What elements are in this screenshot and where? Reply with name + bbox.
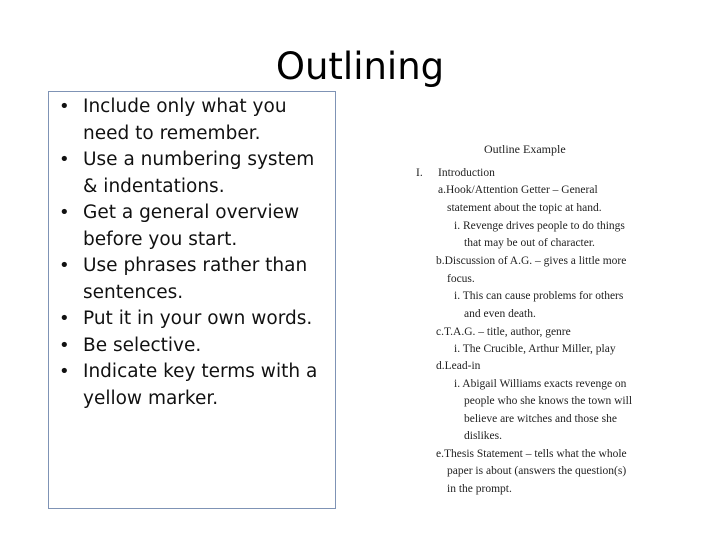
- outline-line: i. The Crucible, Arthur Miller, play: [454, 343, 616, 355]
- outline-line: b.Discussion of A.G. – gives a little more: [436, 255, 627, 267]
- bullet-dot-icon: •: [59, 96, 70, 117]
- bullet-text-line: need to remember.: [83, 122, 261, 144]
- bullet-item: [55, 94, 337, 147]
- bullet-dot-icon: •: [59, 255, 70, 276]
- outline-line: Introduction: [438, 167, 495, 179]
- outline-example-image: [416, 141, 678, 501]
- outline-line: i. Revenge drives people to do things: [454, 220, 625, 232]
- bullet-text-line: Be selective.: [83, 334, 202, 356]
- bullet-item: [55, 359, 337, 412]
- bullet-text-line: Get a general overview: [83, 202, 300, 223]
- bullet-dot-icon: •: [59, 202, 70, 223]
- bullet-item: [55, 200, 337, 253]
- bullet-dot-icon: •: [59, 308, 70, 329]
- bullet-text-line: Put it in your own words.: [83, 308, 313, 329]
- bullet-text-line: & indentations.: [83, 175, 225, 197]
- outline-line: in the prompt.: [447, 483, 512, 495]
- outline-line: dislikes.: [464, 430, 503, 442]
- bullet-text-line: before you start.: [83, 228, 238, 250]
- outline-line: a.Hook/Attention Getter – General: [438, 184, 598, 196]
- bullet-text-line: sentences.: [83, 281, 184, 303]
- bullet-text-box: [48, 91, 336, 509]
- bullet-dot-icon: •: [59, 149, 70, 170]
- outline-line: and even death.: [464, 308, 536, 320]
- bullet-item: [55, 306, 337, 333]
- bullet-item: [55, 333, 337, 360]
- outline-line: statement about the topic at hand.: [447, 202, 602, 214]
- outline-line: i. This can cause problems for others: [454, 290, 624, 302]
- outline-line: believe are witches and those she: [464, 413, 617, 425]
- outline-line: that may be out of character.: [464, 237, 595, 249]
- bullet-dot-icon: •: [59, 334, 70, 356]
- outline-example-title: Outline Example: [484, 142, 566, 156]
- outline-line: c.T.A.G. – title, author, genre: [436, 326, 571, 338]
- bullet-text-line: yellow marker.: [83, 387, 219, 409]
- outline-line: d.Lead-in: [436, 360, 481, 372]
- outline-line: people who she knows the town will: [464, 395, 633, 407]
- outline-line: paper is about (answers the question(s): [447, 465, 627, 477]
- bullet-text-line: Include only what you: [83, 96, 287, 117]
- bullet-item: [55, 147, 337, 200]
- slide-title: [0, 42, 720, 92]
- bullet-text-line: Indicate key terms with a: [83, 361, 318, 382]
- outline-line: i. Abigail Williams exacts revenge on: [454, 378, 627, 390]
- bullet-list: [55, 94, 337, 412]
- bullet-dot-icon: •: [59, 361, 70, 382]
- slide-title-text: Outlining: [275, 45, 445, 88]
- outline-line: e.Thesis Statement – tells what the whole: [436, 448, 627, 460]
- bullet-text-line: Use a numbering system: [83, 149, 315, 170]
- outline-line: focus.: [447, 273, 475, 285]
- bullet-item: [55, 253, 337, 306]
- bullet-text-line: Use phrases rather than: [83, 255, 308, 276]
- outline-roman-numeral: I.: [416, 167, 423, 179]
